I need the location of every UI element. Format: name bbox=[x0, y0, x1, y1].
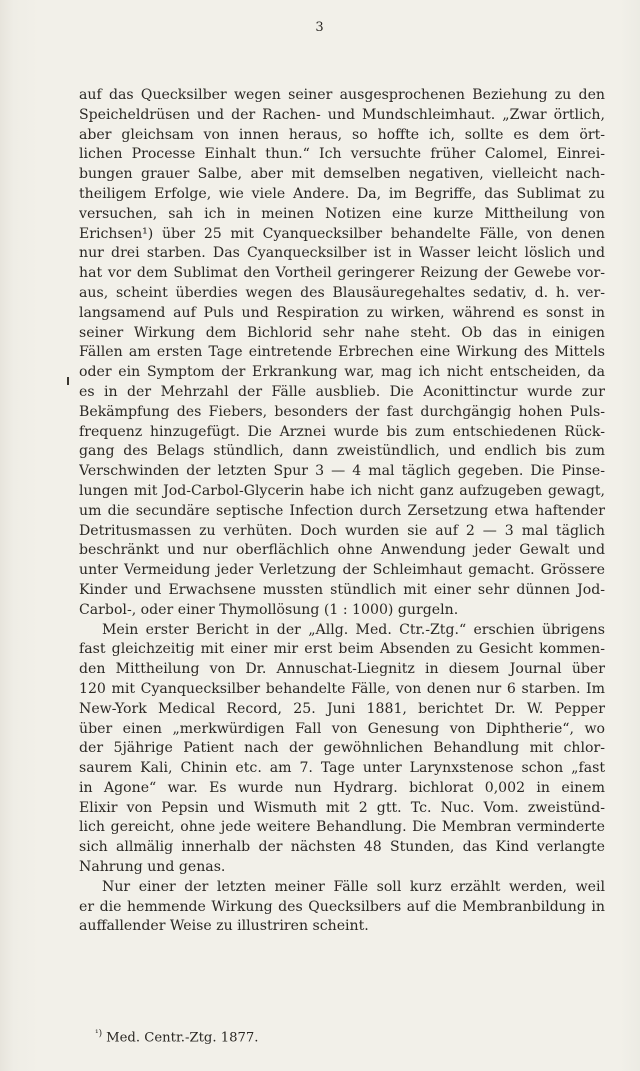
page-number: 3 bbox=[315, 20, 325, 35]
text-line: gang des Belags stündlich, dann zweistündlich, und endlich bis zum bbox=[79, 443, 605, 460]
text-line: lich gereicht, ohne jede weitere Behandlung. Die Membran verminderte bbox=[79, 819, 605, 836]
text-line: Fällen am ersten Tage eintretende Erbrechen eine Wirkung des Mittels bbox=[79, 344, 605, 361]
text-line: er die hemmende Wirkung des Quecksilbers auf die Membranbildung in bbox=[79, 898, 605, 915]
text-line: theiligem Erfolge, wie viele Andere. Da, im Begriffe, das Sublimat zu bbox=[79, 185, 605, 202]
text-line: um die secundäre septische Infection durch Zersetzung etwa haftender bbox=[79, 502, 605, 519]
margin-mark bbox=[67, 377, 69, 385]
text-line: auffallender Weise zu illustriren scheint. bbox=[79, 918, 369, 935]
text-line: in Agone“ war. Es wurde nun Hydrarg. bichlorat 0,002 in einem bbox=[79, 779, 605, 796]
footnote bbox=[95, 1026, 259, 1046]
text-line: unter Vermeidung jeder Verletzung der Schleimhaut gemacht. Grössere bbox=[79, 562, 605, 579]
text-line: saurem Kali, Chinin etc. am 7. Tage unter Larynxstenose schon „fast bbox=[79, 760, 605, 777]
text-line: oder ein Symptom der Erkrankung war, mag ich nicht entscheiden, da bbox=[79, 364, 605, 381]
text-line: Bekämpfung des Fiebers, besonders der fast durchgängig hohen Puls- bbox=[79, 403, 605, 420]
text-line: fast gleichzeitig mit einer mir erst beim Absenden zu Gesicht kommen- bbox=[79, 641, 605, 658]
text-line: Erichsen¹) über 25 mit Cyanquecksilber behandelte Fälle, von denen bbox=[79, 225, 605, 242]
text-line: es in der Mehrzahl der Fälle ausblieb. Die Aconittinctur wurde zur bbox=[79, 383, 605, 400]
text-line: aber gleichsam von innen heraus, so hoffte ich, sollte es dem ört- bbox=[79, 126, 605, 143]
paragraph-2 bbox=[79, 621, 605, 878]
text-line: beschränkt und nur oberflächlich ohne Anwendung jeder Gewalt und bbox=[79, 542, 605, 559]
text-line: Nur einer der letzten meiner Fälle soll kurz erzählt werden, weil bbox=[102, 878, 605, 895]
text-line: Elixir von Pepsin und Wismuth mit 2 gtt. Tc. Nuc. Vom. zweistünd- bbox=[79, 799, 605, 816]
footnote-marker: ¹) bbox=[95, 1029, 103, 1039]
text-line: den Mittheilung von Dr. Annuschat-Liegnitz in diesem Journal über bbox=[79, 661, 605, 678]
text-line: bungen grauer Salbe, aber mit demselben negativen, vielleicht nach- bbox=[79, 166, 605, 183]
text-line: Speicheldrüsen und der Rachen- und Mundschleimhaut. „Zwar örtlich, bbox=[79, 106, 605, 123]
footnote-text: Med. Centr.-Ztg. 1877. bbox=[106, 1030, 259, 1046]
text-line: Carbol-, oder einer Thymollösung (1 : 1000) gurgeln. bbox=[79, 601, 459, 618]
text-line: frequenz hinzugefügt. Die Arznei wurde bis zum entschiedenen Rück- bbox=[79, 423, 605, 440]
text-line: Mein erster Bericht in der „Allg. Med. Ctr.-Ztg.“ erschien übrigens bbox=[102, 621, 605, 638]
text-line: auf das Quecksilber wegen seiner ausgesprochenen Beziehung zu den bbox=[79, 87, 605, 103]
text-line: Verschwinden der letzten Spur 3 — 4 mal täglich gegeben. Die Pinse- bbox=[79, 463, 605, 480]
text-line: der 5jährige Patient nach der gewöhnlichen Behandlung mit chlor- bbox=[79, 740, 605, 757]
body-text bbox=[79, 86, 605, 937]
text-line: aus, scheint überdies wegen des Blausäuregehaltes sedativ, d. h. ver- bbox=[79, 284, 605, 301]
text-line: sich allmälig innerhalb der nächsten 48 Stunden, das Kind verlangte bbox=[79, 839, 605, 856]
text-line: versuchen, sah ich in meinen Notizen eine kurze Mittheilung von bbox=[79, 205, 605, 222]
text-line: 120 mit Cyanquecksilber behandelte Fälle, von denen nur 6 starben. Im bbox=[79, 680, 605, 697]
text-line: langsamend auf Puls und Respiration zu wirken, während es sonst in bbox=[79, 304, 605, 321]
text-line: Nahrung und genas. bbox=[79, 859, 226, 876]
text-line: seiner Wirkung dem Bichlorid sehr nahe steht. Ob das in einigen bbox=[79, 324, 605, 341]
text-line: hat vor dem Sublimat den Vortheil geringerer Reizung der Gewebe vor- bbox=[79, 265, 605, 282]
text-line: Kinder und Erwachsene mussten stündlich mit einer sehr dünnen Jod- bbox=[79, 581, 605, 598]
paragraph-1 bbox=[79, 86, 605, 621]
text-line: nur drei starben. Das Cyanquecksilber ist in Wasser leicht löslich und bbox=[79, 245, 605, 262]
paragraph-3 bbox=[79, 878, 605, 937]
text-line: Detritusmassen zu verhüten. Doch wurden sie auf 2 — 3 mal täglich bbox=[79, 522, 605, 539]
text-line: lungen mit Jod-Carbol-Glycerin habe ich nicht ganz aufzugeben gewagt, bbox=[79, 482, 605, 499]
text-line: lichen Processe Einhalt thun.“ Ich versuchte früher Calomel, Einrei- bbox=[79, 146, 605, 163]
text-line: über einen „merkwürdigen Fall von Genesung von Diphtherie“, wo bbox=[79, 720, 605, 737]
text-line: New-York Medical Record, 25. Juni 1881, berichtet Dr. W. Pepper bbox=[79, 700, 605, 717]
